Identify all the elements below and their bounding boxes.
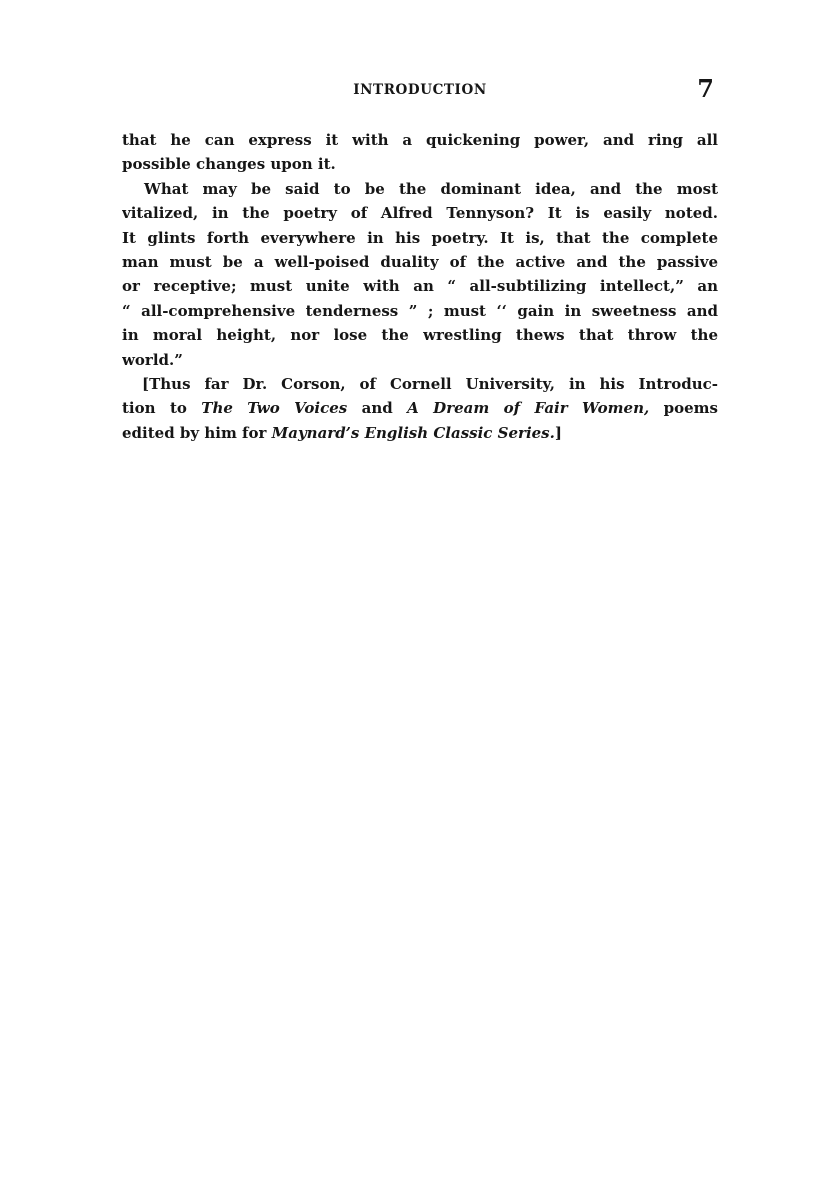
paragraph-1 (122, 128, 718, 177)
title-dream-of-fair-women: A Dream of Fair Women, (407, 399, 650, 418)
text-line (122, 396, 718, 420)
running-head (122, 76, 718, 106)
body-text (122, 128, 718, 445)
title-two-voices: The Two Voices (201, 399, 348, 418)
note-text: ] (554, 423, 562, 442)
running-title: INTRODUCTION (353, 82, 487, 98)
note-text: tion to (122, 399, 202, 418)
text-line: “ all-comprehensive tenderness ” ; must ‘‘ gain in sweetness and (122, 301, 718, 320)
paragraph-2 (122, 177, 718, 372)
text-line: world.” (122, 350, 183, 369)
text-line: vitalized, in the poetry of Alfred Tennyson? It is easily noted. (122, 204, 718, 223)
text-line (122, 421, 718, 445)
note-text: poems (649, 399, 718, 418)
text-line: or receptive; must unite with an “ all-subtilizing intellect,” an (122, 277, 718, 296)
note-text: and (347, 399, 408, 418)
title-series: Maynard’s English Classic Series. (271, 423, 555, 442)
text-line: [Thus far Dr. Corson, of Cornell University, in his Introduc- (142, 374, 718, 393)
text-line: What may be said to be the dominant idea, and the most (144, 179, 718, 198)
text-line: man must be a well-poised duality of the active and the passive (122, 252, 718, 271)
page-number: 7 (697, 74, 714, 103)
text-line: that he can express it with a quickening power, and ring all (122, 131, 718, 149)
text-line: It glints forth everywhere in his poetry. It is, that the complete (122, 228, 718, 247)
text-line: in moral height, nor lose the wrestling thews that throw the (122, 326, 718, 345)
note-text: edited by him for (122, 423, 272, 442)
text-line: possible changes upon it. (122, 155, 336, 174)
editorial-note (122, 372, 718, 445)
